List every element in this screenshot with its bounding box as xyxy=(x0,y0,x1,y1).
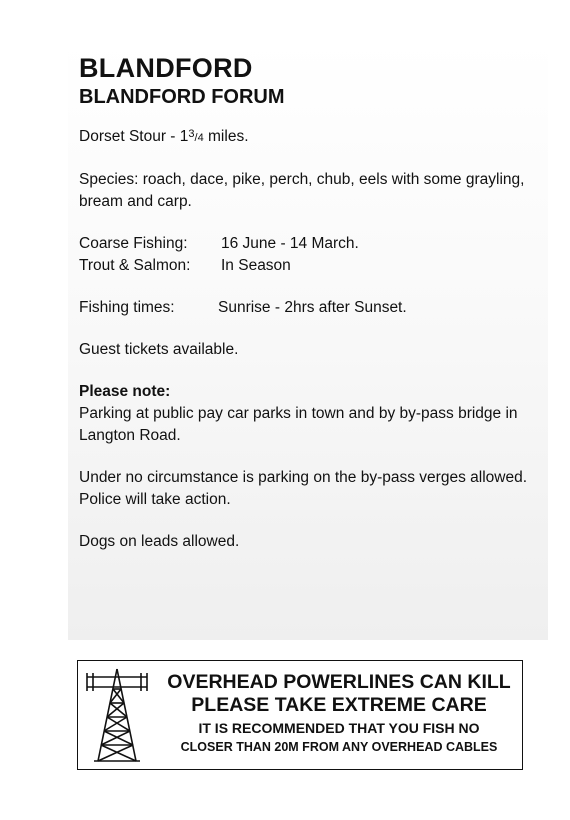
season-list xyxy=(79,233,529,277)
note-section xyxy=(79,381,529,447)
note-parking-text: Parking at public pay car parks in town and by by-pass bridge in Langton Road. xyxy=(79,405,518,444)
season-value: In Season xyxy=(221,257,291,274)
power-pylon-icon xyxy=(84,667,150,765)
dogs-text: Dogs on leads allowed. xyxy=(79,533,240,550)
document-body xyxy=(79,52,529,573)
season-value: 16 June - 14 March. xyxy=(221,235,359,252)
powerline-warning-box xyxy=(77,660,523,770)
fraction-separator: / xyxy=(194,132,198,144)
fishing-times-row xyxy=(79,297,529,319)
warning-text xyxy=(158,671,520,756)
river-text: Dorset Stour - 1 xyxy=(79,128,189,145)
note-verges-text: Under no circumstance is parking on the by-pass verges allowed. Police will take action. xyxy=(79,469,528,508)
fraction-numerator: 3 xyxy=(188,128,195,140)
season-label: Trout & Salmon: xyxy=(79,257,191,274)
warning-line-2: PLEASE TAKE EXTREME CARE xyxy=(191,694,487,716)
warning-line-4: CLOSER THAN 20M FROM ANY OVERHEAD CABLES xyxy=(180,740,498,754)
river-distance xyxy=(79,126,529,149)
season-row xyxy=(79,233,529,255)
fraction-denominator: 4 xyxy=(197,132,204,144)
season-row xyxy=(79,255,529,277)
page-title: BLANDFORD xyxy=(79,53,253,83)
species-text: Species: roach, dace, pike, perch, chub, eels with some grayling, bream and carp. xyxy=(79,171,525,210)
warning-line-1: OVERHEAD POWERLINES CAN KILL xyxy=(167,671,511,693)
fishing-times-value: Sunrise - 2hrs after Sunset. xyxy=(218,299,407,316)
river-unit: miles. xyxy=(203,128,249,145)
season-label: Coarse Fishing: xyxy=(79,235,188,252)
guest-tickets-text: Guest tickets available. xyxy=(79,341,239,358)
fishing-times-label: Fishing times: xyxy=(79,299,175,316)
warning-line-3: IT IS RECOMMENDED THAT YOU FISH NO xyxy=(198,720,480,736)
page-subtitle: BLANDFORD FORUM xyxy=(79,86,285,108)
note-heading: Please note: xyxy=(79,383,171,400)
